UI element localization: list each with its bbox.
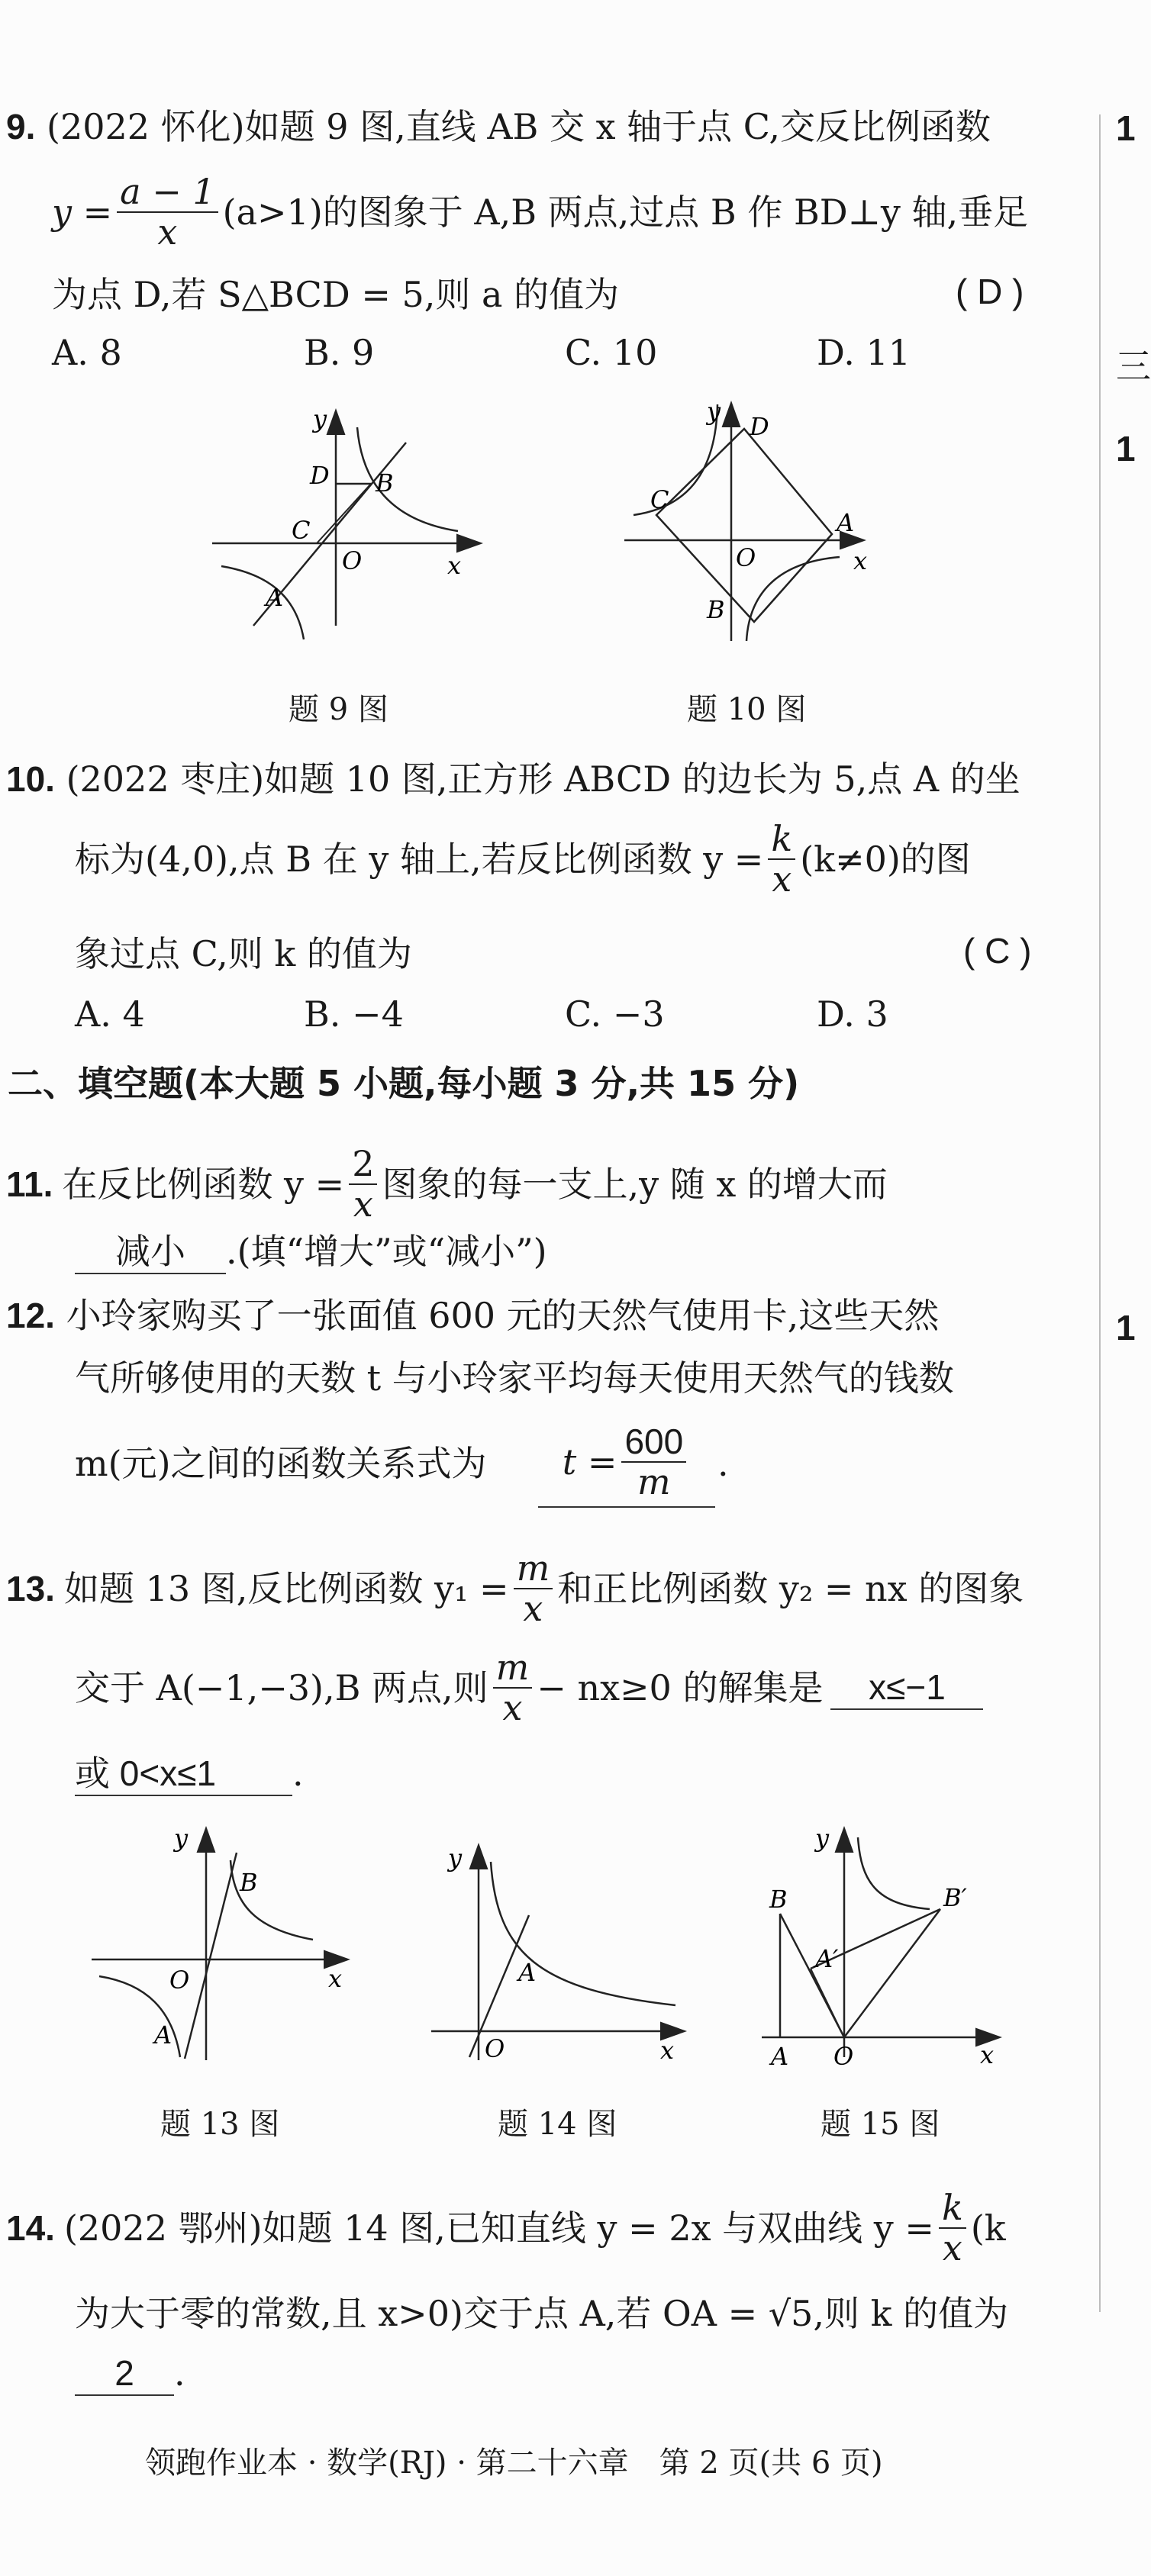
- question-text: .(填“增大”或“减小”): [226, 1231, 547, 1272]
- question-text: − nx≥0 的解集是: [537, 1666, 824, 1708]
- question-text: 气所够使用的天数 t 与小玲家平均每天使用天然气的钱数: [75, 1357, 954, 1399]
- line-y2: [185, 1853, 237, 2059]
- fraction: $\frac{m}{x}$: [514, 1549, 553, 1628]
- hyperbola-branch: [634, 404, 717, 515]
- label-c: C: [650, 485, 669, 514]
- question-text: 交于 A(−1,−3),B 两点,则: [75, 1666, 488, 1708]
- option-d: D. 11: [817, 332, 911, 373]
- label-o: O: [169, 1966, 190, 1995]
- answer-blank-continued: 或 0<x≤1: [75, 1752, 292, 1796]
- label-o: O: [736, 543, 756, 572]
- label-y: y: [448, 1843, 463, 1872]
- label-b: B: [769, 1885, 788, 1914]
- page-divider-line: [1099, 114, 1101, 2312]
- question-text: 为大于零的常数,且 x>0)交于点 A,若 OA = √5,则 k 的值为: [75, 2293, 1009, 2334]
- hyperbola-branch: [221, 566, 304, 639]
- label-x: x: [853, 546, 868, 575]
- label-a: A: [837, 508, 855, 537]
- answer-blank: 2: [75, 2352, 174, 2396]
- label-b: B: [707, 595, 725, 624]
- fraction: $\frac{k}{x}$: [939, 2188, 966, 2267]
- label-y: y: [313, 404, 327, 433]
- option-c: C. 10: [565, 332, 658, 373]
- question-text: 为点 D,若 S△BCD = 5,则 a 的值为: [52, 274, 620, 315]
- question-text: m(元)之间的函数关系式为: [75, 1443, 487, 1484]
- question-text: (a>1)的图象于 A,B 两点,过点 B 作 BD⊥y 轴,垂足: [222, 191, 1029, 233]
- figure-9: [206, 397, 496, 641]
- question-number: 14.: [6, 2207, 55, 2248]
- option-b: B. 9: [304, 332, 375, 373]
- label-c: C: [292, 516, 311, 545]
- question-text: .: [717, 1443, 729, 1484]
- label-a: A: [154, 2021, 172, 2050]
- hyperbola-branch: [357, 427, 458, 531]
- margin-fragment: 三: [1116, 346, 1151, 387]
- answer-choice: ( C ): [963, 931, 1032, 971]
- question-number: 10.: [6, 759, 55, 799]
- question-text: 在反比例函数 y =: [62, 1163, 345, 1205]
- square-abcd: [656, 429, 832, 622]
- figure-14-caption: 题 14 图: [498, 2107, 617, 2142]
- label-x: x: [980, 2040, 995, 2069]
- section-heading: 二、填空题(本大题 5 小题,每小题 3 分,共 15 分): [8, 1063, 800, 1104]
- answer-choice: ( D ): [956, 272, 1024, 311]
- label-x: x: [660, 2036, 675, 2065]
- question-number: 11.: [6, 1164, 53, 1204]
- label-y: y: [815, 1824, 830, 1853]
- figure-13: [84, 1814, 359, 2066]
- option-c: C. −3: [565, 993, 665, 1035]
- option-b: B. −4: [304, 993, 404, 1035]
- question-text: 象过点 C,则 k 的值为: [75, 933, 412, 974]
- question-text: (k≠0)的图: [800, 838, 971, 880]
- question-text: 如题 13 图,反比例函数 y₁ =: [63, 1567, 509, 1609]
- margin-fragment: 1: [1116, 429, 1136, 469]
- label-x: x: [447, 551, 462, 580]
- label-y: y: [707, 397, 721, 426]
- label-d: D: [750, 412, 769, 441]
- figure-10: [611, 389, 878, 649]
- label-y: y: [174, 1824, 189, 1853]
- label-a: A: [266, 583, 284, 612]
- question-text: 和正比例函数 y₂ = nx 的图象: [557, 1567, 1024, 1609]
- figure-14: [424, 1831, 698, 2068]
- label-o: O: [833, 2042, 854, 2071]
- question-text: (2022 怀化)如题 9 图,直线 AB 交 x 轴于点 C,交反比例函数: [47, 106, 991, 147]
- figure-10-caption: 题 10 图: [687, 692, 807, 727]
- segment-a-prime-o: [811, 1969, 844, 2037]
- label-b: B: [240, 1868, 258, 1897]
- question-number: 12.: [6, 1296, 55, 1335]
- label-a-prime: A′: [815, 1944, 839, 1973]
- figure-15-caption: 题 15 图: [821, 2107, 940, 2142]
- question-text: 图象的每一支上,y 随 x 的增大而: [382, 1163, 888, 1205]
- question-text: (2022 枣庄)如题 10 图,正方形 ABCD 的边长为 5,点 A 的坐: [66, 758, 1020, 800]
- answer-blank: x≤−1: [830, 1666, 983, 1710]
- label-x: x: [328, 1964, 343, 1993]
- label-o: O: [342, 546, 363, 575]
- function-lhs: y =: [52, 191, 113, 233]
- fraction: $\frac{a - 1}{x}$: [117, 172, 218, 251]
- question-text: (2022 鄂州)如题 14 图,已知直线 y = 2x 与双曲线 y =: [63, 2207, 934, 2249]
- label-b: B: [376, 469, 394, 497]
- segment-bc: [317, 484, 371, 543]
- option-a: A. 4: [75, 993, 145, 1035]
- label-d: D: [310, 461, 330, 490]
- hyperbola-branch: [746, 557, 840, 641]
- figure-9-caption: 题 9 图: [289, 692, 389, 727]
- question-number: 13.: [6, 1568, 55, 1608]
- fraction: $\frac{2}{x}$: [349, 1145, 377, 1223]
- margin-fragment: 1: [1116, 108, 1136, 148]
- figure-15: [754, 1814, 1014, 2071]
- fraction: $\frac{m}{x}$: [493, 1648, 533, 1727]
- label-b-prime: B′: [943, 1883, 967, 1912]
- question-text: 小玲家购买了一张面值 600 元的天然气使用卡,这些天然: [66, 1295, 940, 1336]
- segment-ob-prime: [844, 1909, 940, 2037]
- question-text: 标为(4,0),点 B 在 y 轴上,若反比例函数 y =: [75, 838, 764, 880]
- option-d: D. 3: [817, 993, 888, 1035]
- fraction: $\frac{k}{x}$: [768, 819, 795, 898]
- label-a: A: [518, 1958, 537, 1987]
- option-a: A. 8: [52, 332, 122, 373]
- answer-blank: 减小: [75, 1230, 226, 1274]
- hyperbola: [858, 1837, 930, 1909]
- label-o: O: [485, 2034, 505, 2063]
- figure-13-caption: 题 13 图: [160, 2107, 280, 2142]
- margin-fragment: 1: [1116, 1308, 1136, 1348]
- answer-blank: t = $\frac{600}{m}$: [538, 1418, 715, 1508]
- label-a: A: [771, 2042, 789, 2071]
- page-footer: 领跑作业本 · 数学(RJ) · 第二十六章 第 2 页(共 6 页): [145, 2446, 883, 2481]
- question-number: 9.: [6, 107, 36, 147]
- question-text: (k: [970, 2207, 1006, 2249]
